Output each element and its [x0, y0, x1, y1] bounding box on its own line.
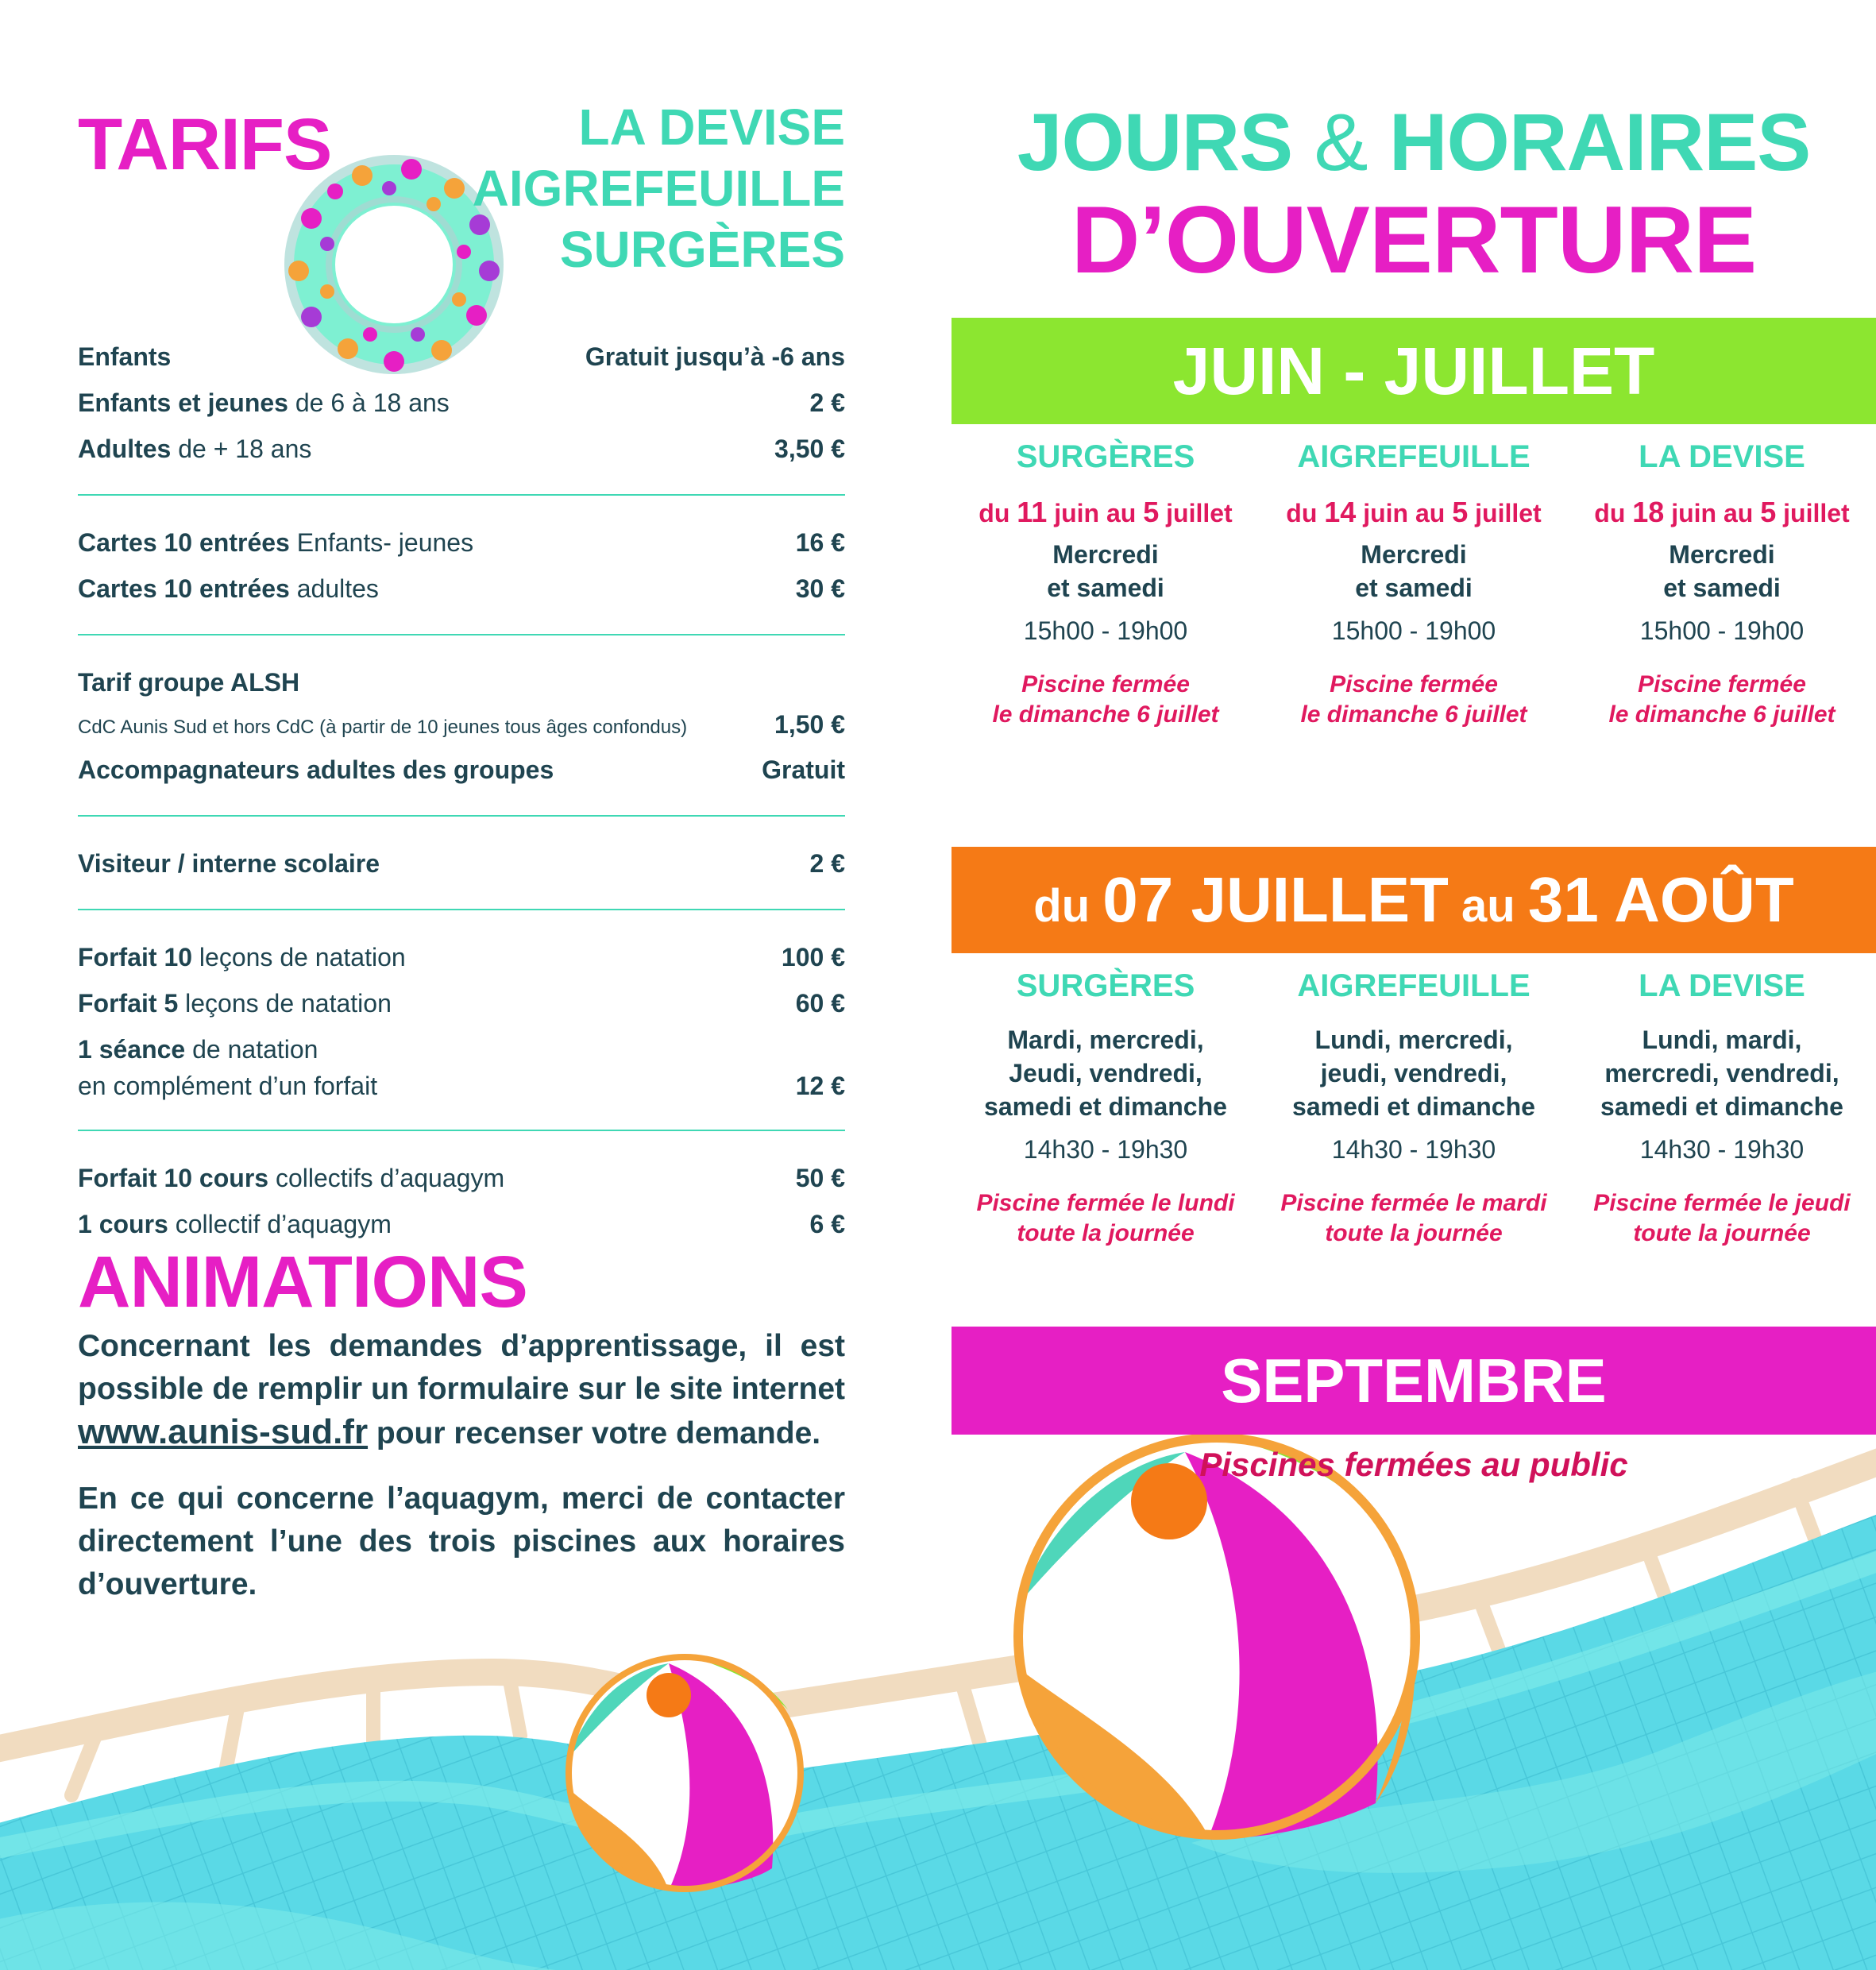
- pool-days: Mardi, mercredi, Jeudi, vendredi, samedi et dimanche: [984, 1026, 1227, 1121]
- pool-days: Lundi, mardi, mercredi, vendredi, samedi et dimanche: [1600, 1026, 1843, 1121]
- pool-column: [1260, 429, 1568, 730]
- price-label-bold: Enfants: [78, 342, 172, 371]
- animations-paragraph-1: [78, 1325, 845, 1455]
- date-end: 5: [1760, 496, 1777, 528]
- price-label-detail: Enfants- jeunes: [289, 528, 474, 557]
- price-label: [78, 1031, 377, 1104]
- pool-days: Mercredi et samedi: [1663, 540, 1781, 602]
- price-label-bold: 1 cours: [78, 1210, 168, 1238]
- period-juin-juillet-columns: [952, 429, 1876, 730]
- schedule-title: [952, 95, 1876, 291]
- price-row: [78, 426, 845, 472]
- price-row: [78, 566, 845, 612]
- price-value: 2 €: [809, 849, 845, 878]
- price-value: 50 €: [795, 1164, 845, 1192]
- price-row: [78, 980, 845, 1026]
- price-label-bold: Cartes 10 entrées: [78, 574, 290, 603]
- price-value: 1,50 €: [774, 710, 845, 739]
- pool-name: AIGREFEUILLE: [1297, 439, 1531, 474]
- price-label-detail: collectifs d’aquagym: [268, 1164, 505, 1192]
- price-value: 60 €: [795, 989, 845, 1018]
- date-text: juin au: [1047, 499, 1144, 527]
- price-row: [78, 1155, 845, 1201]
- date-start: 18: [1632, 496, 1665, 528]
- pool-column: [952, 958, 1260, 1249]
- price-list: [78, 334, 845, 1247]
- date-text: juillet: [1468, 499, 1542, 527]
- date-text: juillet: [1776, 499, 1850, 527]
- pool-column: [952, 429, 1260, 730]
- price-row: [78, 334, 845, 380]
- animations-text: [78, 1325, 845, 1606]
- price-value: 16 €: [795, 528, 845, 557]
- pool-hours: 15h00 - 19h00: [1639, 616, 1805, 645]
- price-row: [78, 380, 845, 426]
- price-label: [78, 520, 473, 566]
- price-label: [78, 566, 379, 612]
- pool-name: LA DEVISE: [1639, 439, 1805, 474]
- pool-dates: [952, 494, 1260, 531]
- price-label-bold: Cartes 10 entrées: [78, 528, 290, 557]
- date-text: du: [1286, 499, 1325, 527]
- price-row: [78, 840, 845, 886]
- pool-name: LA DEVISE: [1639, 968, 1805, 1003]
- price-separator: [78, 494, 845, 496]
- date-text: du: [979, 499, 1017, 527]
- price-label-detail: leçons de natation: [178, 989, 392, 1018]
- price-label: [78, 747, 554, 793]
- band-du: du: [1033, 880, 1103, 932]
- price-separator: [78, 909, 845, 910]
- pool-closed-note: Piscine fermée le jeudi toute la journée: [1593, 1190, 1851, 1246]
- price-label-detail: adultes: [289, 574, 379, 603]
- price-label-detail: de + 18 ans: [171, 435, 312, 463]
- title-word-jours: JOURS: [1017, 97, 1293, 187]
- pool-hours: 15h00 - 19h00: [1331, 616, 1496, 645]
- pool-column: [1260, 958, 1568, 1249]
- price-label-bold: Adultes: [78, 435, 172, 463]
- price-label: [78, 840, 380, 886]
- price-value: 30 €: [795, 574, 845, 603]
- price-label: [78, 934, 406, 980]
- date-start: 11: [1017, 496, 1048, 528]
- price-label-bold: Tarif groupe ALSH: [78, 668, 300, 697]
- price-label-bold: Accompagnateurs adultes des groupes: [78, 755, 554, 784]
- price-label: [78, 1155, 504, 1201]
- pool-name: SURGÈRES: [1016, 439, 1195, 474]
- pool-days: Mercredi et samedi: [1047, 540, 1164, 602]
- location-la-devise: LA DEVISE: [578, 98, 845, 156]
- price-value: 100 €: [781, 943, 845, 971]
- price-label-detail: leçons de natation: [192, 943, 406, 971]
- price-row: [78, 659, 845, 705]
- price-value: 6 €: [809, 1210, 845, 1238]
- price-label-bold: Forfait 5: [78, 989, 179, 1018]
- date-end: 5: [1143, 496, 1160, 528]
- pool-column: [1568, 429, 1876, 730]
- title-word-horaires: HORAIRES: [1388, 97, 1811, 187]
- band-start: 07 JUILLET: [1102, 864, 1449, 935]
- date-end: 5: [1452, 496, 1469, 528]
- price-value: Gratuit: [762, 755, 845, 784]
- septembre-note: Piscines fermées au public: [1199, 1446, 1628, 1483]
- date-text: du: [1594, 499, 1633, 527]
- price-label: [78, 980, 392, 1026]
- date-text: juin au: [1356, 499, 1453, 527]
- price-row: [78, 747, 845, 793]
- period-juin-juillet-band: JUIN - JUILLET: [952, 318, 1876, 424]
- price-row: [78, 934, 845, 980]
- price-row: [78, 1026, 845, 1107]
- pool-closed-note: Piscine fermée le dimanche 6 juillet: [992, 671, 1219, 728]
- pool-name: SURGÈRES: [1016, 968, 1195, 1003]
- price-label-detail: de 6 à 18 ans: [288, 388, 450, 417]
- location-surgeres: SURGÈRES: [559, 221, 845, 278]
- price-separator: [78, 815, 845, 817]
- website-link[interactable]: www.aunis-sud.fr: [78, 1412, 369, 1451]
- price-label-bold: Visiteur / interne scolaire: [78, 849, 380, 878]
- price-label: [78, 334, 171, 380]
- pool-closed-note: Piscine fermée le dimanche 6 juillet: [1608, 671, 1835, 728]
- pool-closed-note: Piscine fermée le lundi toute la journée: [976, 1190, 1235, 1246]
- price-row: [78, 520, 845, 566]
- pool-days: Mercredi et samedi: [1355, 540, 1473, 602]
- pool-name: AIGREFEUILLE: [1297, 968, 1531, 1003]
- beach-ball-icon: [1018, 1438, 1415, 1838]
- locations-list: [473, 97, 845, 280]
- pool-hours: 14h30 - 19h30: [1639, 1135, 1805, 1164]
- date-text: juillet: [1159, 499, 1233, 527]
- price-label-bold: 1 séance: [78, 1035, 186, 1064]
- animations-text-part: pour recenser votre demande.: [368, 1416, 821, 1450]
- pool-dates: [1568, 494, 1876, 531]
- price-row: [78, 705, 845, 747]
- price-separator: [78, 634, 845, 635]
- price-label-bold: Forfait 10: [78, 943, 193, 971]
- price-separator: [78, 1130, 845, 1131]
- price-label-detail: en complément d’un forfait: [78, 1072, 378, 1100]
- price-label-detail: CdC Aunis Sud et hors CdC (à partir de 10 jeunes tous âges confondus): [78, 717, 688, 738]
- price-label-detail: collectif d’aquagym: [168, 1210, 392, 1238]
- price-label: [78, 709, 687, 747]
- price-label-bold: Forfait 10 cours: [78, 1164, 269, 1192]
- band-au: au: [1448, 880, 1528, 932]
- animations-text-part: Concernant les demandes d’apprentissage, il est possible de remplir un formulaire sur le site internet: [78, 1329, 845, 1406]
- band-end: 31 AOÛT: [1527, 864, 1794, 935]
- pool-hours: 14h30 - 19h30: [1331, 1135, 1496, 1164]
- pool-dates: [1260, 494, 1568, 531]
- price-label: [78, 659, 299, 705]
- price-value: 3,50 €: [774, 435, 845, 463]
- pool-column: [1568, 958, 1876, 1249]
- price-label: [78, 380, 450, 426]
- price-label-detail: de natation: [185, 1035, 318, 1064]
- pool-hours: 15h00 - 19h00: [1023, 616, 1188, 645]
- pool-closed-note: Piscine fermée le dimanche 6 juillet: [1300, 671, 1527, 728]
- pool-days: Lundi, mercredi, jeudi, vendredi, samedi et dimanche: [1292, 1026, 1535, 1121]
- tarifs-title: TARIFS: [78, 104, 332, 185]
- date-text: juin au: [1664, 499, 1761, 527]
- pool-hours: 14h30 - 19h30: [1023, 1135, 1188, 1164]
- schedule-title-line-2: D’OUVERTURE: [1071, 187, 1757, 293]
- price-value: 2 €: [809, 388, 845, 417]
- date-start: 14: [1324, 496, 1357, 528]
- title-ampersand: &: [1292, 97, 1389, 187]
- period-septembre-band: SEPTEMBRE: [952, 1327, 1876, 1435]
- price-value: Gratuit jusqu’à -6 ans: [585, 342, 845, 371]
- price-label-bold: Enfants et jeunes: [78, 388, 288, 417]
- price-label: [78, 426, 311, 472]
- period-juillet-aout-columns: [952, 958, 1876, 1249]
- beach-ball-icon: [569, 1657, 801, 1891]
- schedule-title-line-1: [952, 95, 1876, 189]
- animations-paragraph-2: En ce qui concerne l’aquagym, merci de contacter directement l’une des trois piscines aux horaires d’ouverture.: [78, 1481, 845, 1601]
- price-value: 12 €: [795, 1072, 845, 1100]
- pool-closed-note: Piscine fermée le mardi toute la journée: [1280, 1190, 1547, 1246]
- animations-title: ANIMATIONS: [78, 1242, 527, 1323]
- period-juillet-aout-band: [952, 847, 1876, 953]
- location-aigrefeuille: AIGREFEUILLE: [472, 160, 845, 217]
